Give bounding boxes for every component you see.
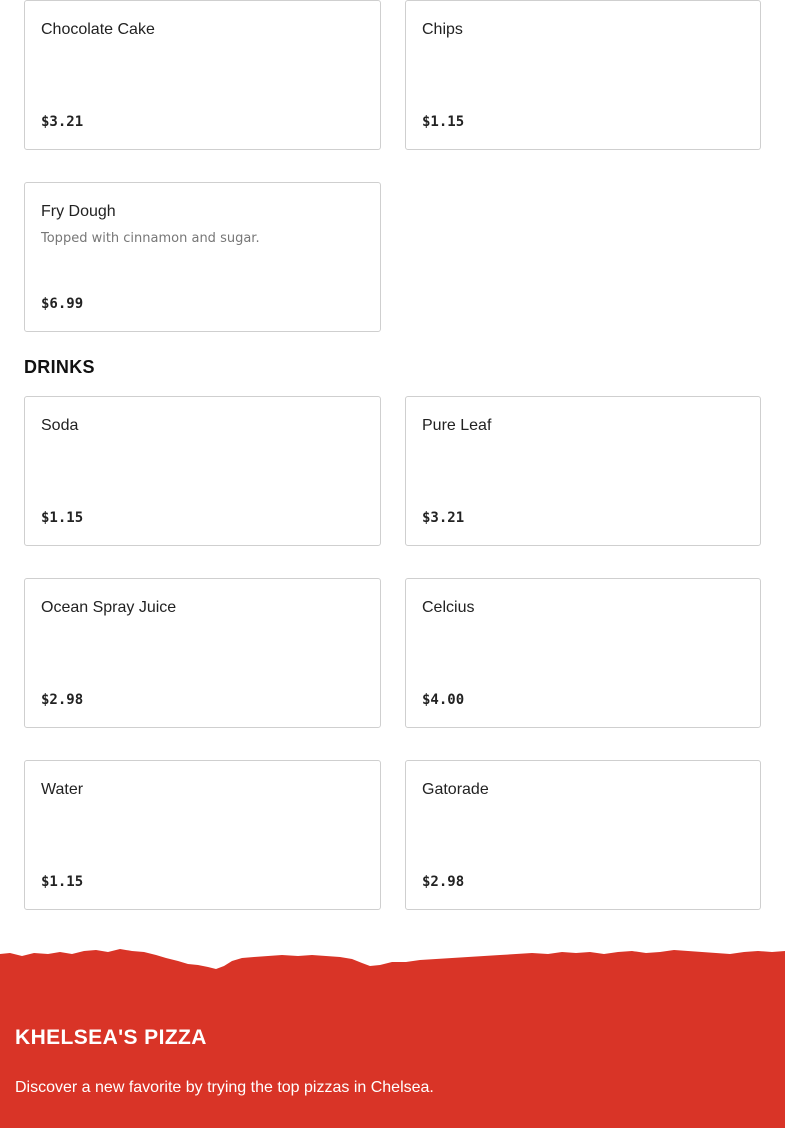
- menu-item-name: Fry Dough: [41, 203, 116, 220]
- menu-item-name: Chocolate Cake: [41, 21, 155, 38]
- menu-item-price: $1.15: [41, 874, 84, 890]
- menu-item-name: Pure Leaf: [422, 417, 492, 434]
- footer-brand-name: KHELSEA'S PIZZA: [15, 1026, 207, 1049]
- menu-item-description: Topped with cinnamon and sugar.: [41, 231, 260, 246]
- menu-item-card[interactable]: [24, 182, 381, 332]
- menu-item-price: $4.00: [422, 692, 465, 708]
- menu-item-price: $2.98: [422, 874, 465, 890]
- menu-item-name: Soda: [41, 417, 79, 434]
- section-title-drinks: DRINKS: [24, 357, 95, 377]
- menu-item-name: Gatorade: [422, 781, 489, 798]
- menu-item-price: $3.21: [41, 114, 84, 130]
- menu-item-price: $6.99: [41, 296, 84, 312]
- menu-item-name: Water: [41, 781, 84, 798]
- menu-item-name: Celcius: [422, 599, 475, 616]
- menu-item-name: Chips: [422, 21, 463, 38]
- menu-item-card[interactable]: [24, 760, 381, 910]
- menu-item-card[interactable]: [405, 760, 761, 910]
- menu-item-card[interactable]: [405, 578, 761, 728]
- menu-item-card[interactable]: [405, 0, 761, 150]
- menu-item-card[interactable]: [24, 0, 381, 150]
- drinks-grid: [24, 396, 761, 910]
- menu-item-price: $3.21: [422, 510, 465, 526]
- menu-item-card[interactable]: [24, 578, 381, 728]
- menu-item-price: $1.15: [422, 114, 465, 130]
- menu-item-name: Ocean Spray Juice: [41, 599, 177, 616]
- footer-tagline: Discover a new favorite by trying the top pizzas in Chelsea.: [15, 1079, 434, 1096]
- menu-item-price: $2.98: [41, 692, 84, 708]
- menu-item-card[interactable]: [24, 396, 381, 546]
- top-items-grid: [24, 0, 761, 332]
- menu-item-price: $1.15: [41, 510, 84, 526]
- menu-item-card[interactable]: [405, 396, 761, 546]
- site-footer: [0, 940, 785, 1128]
